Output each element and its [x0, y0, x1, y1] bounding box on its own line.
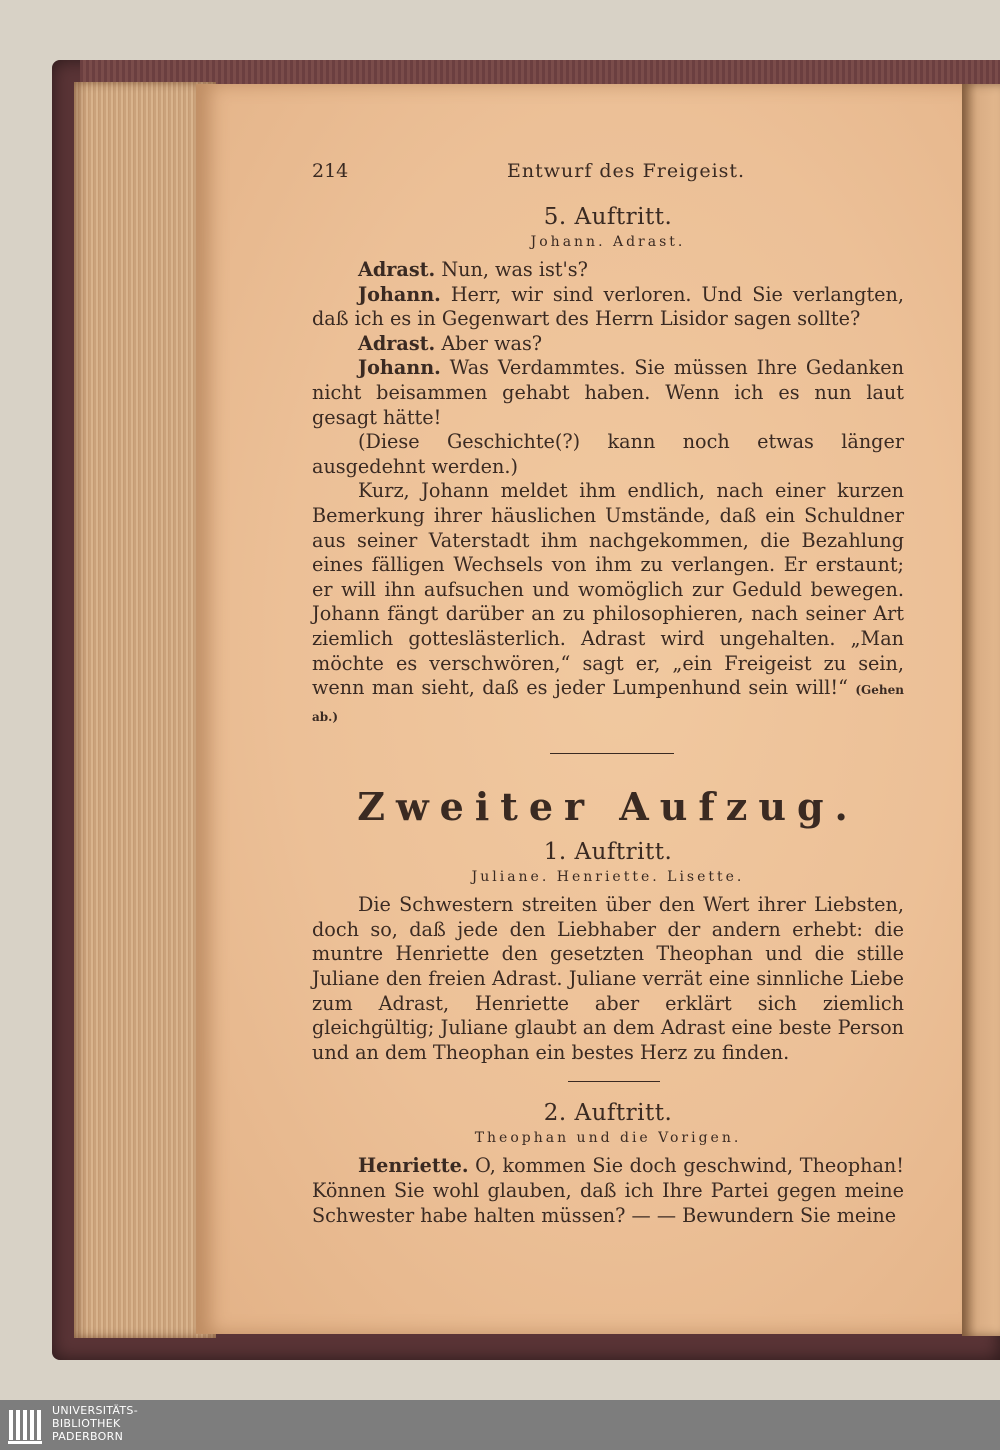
- running-title: Entwurf des Freigeist.: [507, 160, 746, 182]
- scene-1-title: 1. Auftritt.: [543, 839, 673, 866]
- scene-5-summary: [312, 479, 904, 729]
- scene-5-title: 5. Auftritt.: [543, 204, 673, 230]
- dialogue-text: Aber was?: [441, 331, 543, 355]
- dialogue-line: [312, 356, 904, 430]
- page-number: 214: [312, 160, 349, 182]
- dialogue-text: Herr, wir sind verloren. Und Sie verlangten, daß ich es in Gegenwart des Herrn Lisidor sagen sollte?: [312, 282, 904, 331]
- scene-2-title: 2. Auftritt.: [543, 1100, 673, 1127]
- dialogue-line: [312, 1154, 904, 1228]
- page-stack-edge: [74, 82, 216, 1338]
- scene-1-summary: Die Schwestern streiten über den Wert ihrer Liebsten, doch so, daß jede den Liebhaber der andern erhebt: die muntre Henriette den gesetzten Theophan und die stille Juliane den freien Adrast. Juliane verrät eine sinnliche Liebe zum Adrast, Henriette aber erklärt sich ziemlich gleichgültig; Juliane glaubt an dem Adrast eine beste Person und an dem Theophan ein bestes Herz zu finden.: [312, 893, 904, 1064]
- library-name-line: BIBLIOTHEK: [52, 1417, 121, 1430]
- section-divider: [568, 1081, 660, 1082]
- scene-1-cast: Juliane. Henriette. Lisette.: [471, 869, 745, 886]
- dialogue-line: [312, 332, 904, 357]
- dialogue-text: Nun, was ist's?: [441, 258, 588, 281]
- editorial-note: (Diese Geschichte(?) kann noch etwas länger ausgedehnt werden.): [312, 430, 904, 478]
- library-footer-bar: [0, 1400, 1000, 1450]
- dialogue-line: [312, 283, 904, 332]
- speaker-name: Adrast.: [358, 331, 436, 355]
- running-head: [312, 158, 904, 194]
- library-name-line: PADERBORN: [52, 1430, 124, 1443]
- book-cover-top-edge: [80, 60, 1000, 86]
- dialogue-text: O, kommen Sie doch geschwind, Theophan! Können Sie wohl glauben, daß ich Ihre Partei gegen meine Schwester habe halten müssen? — — Bewundern Sie meine: [312, 1154, 904, 1227]
- library-name: [52, 1404, 138, 1443]
- dialogue-text: Was Verdammtes. Sie müssen Ihre Gedanken nicht beisammen gehabt haben. Wenn ich es nun laut gesagt hätte!: [312, 356, 904, 429]
- library-name-line: UNIVERSITÄTS-: [52, 1404, 138, 1417]
- page-content: [312, 158, 904, 1228]
- scene-5-cast: Johann. Adrast.: [530, 234, 686, 250]
- section-divider: [550, 753, 674, 754]
- speaker-name: Adrast.: [358, 258, 436, 281]
- scene-2-cast: Theophan und die Vorigen.: [474, 1130, 742, 1147]
- speaker-name: Johann.: [358, 282, 441, 306]
- university-library-logo-icon: [6, 1404, 48, 1446]
- speaker-name: Johann.: [358, 356, 441, 380]
- summary-text: Kurz, Johann meldet ihm endlich, nach einer kurzen Bemerkung ihrer häuslichen Umstände, daß ein Schuldner aus seiner Vaterstadt ihm nachgekommen, die Bezahlung eines fälligen Wechsels von ihm zu verlangen. Er erstaunt; er will ihn aufsuchen und womöglich zur Geduld bewegen. Johann fängt darüber an zu philosophieren, nach seiner Art ziemlich gotteslästerlich. Adrast wird ungehalten. „Man möchte es verschwören,“ sagt er, „ein Freigeist zu sein, wenn man sieht, daß es jeder Lumpenhund sein will!“: [312, 479, 904, 700]
- speaker-name: Henriette.: [358, 1154, 469, 1178]
- act-title: Zweiter Aufzug.: [357, 784, 859, 830]
- dialogue-line: [312, 258, 904, 283]
- next-page-edge: [962, 84, 1000, 1336]
- stage-direction: (Gehen ab.): [312, 683, 904, 724]
